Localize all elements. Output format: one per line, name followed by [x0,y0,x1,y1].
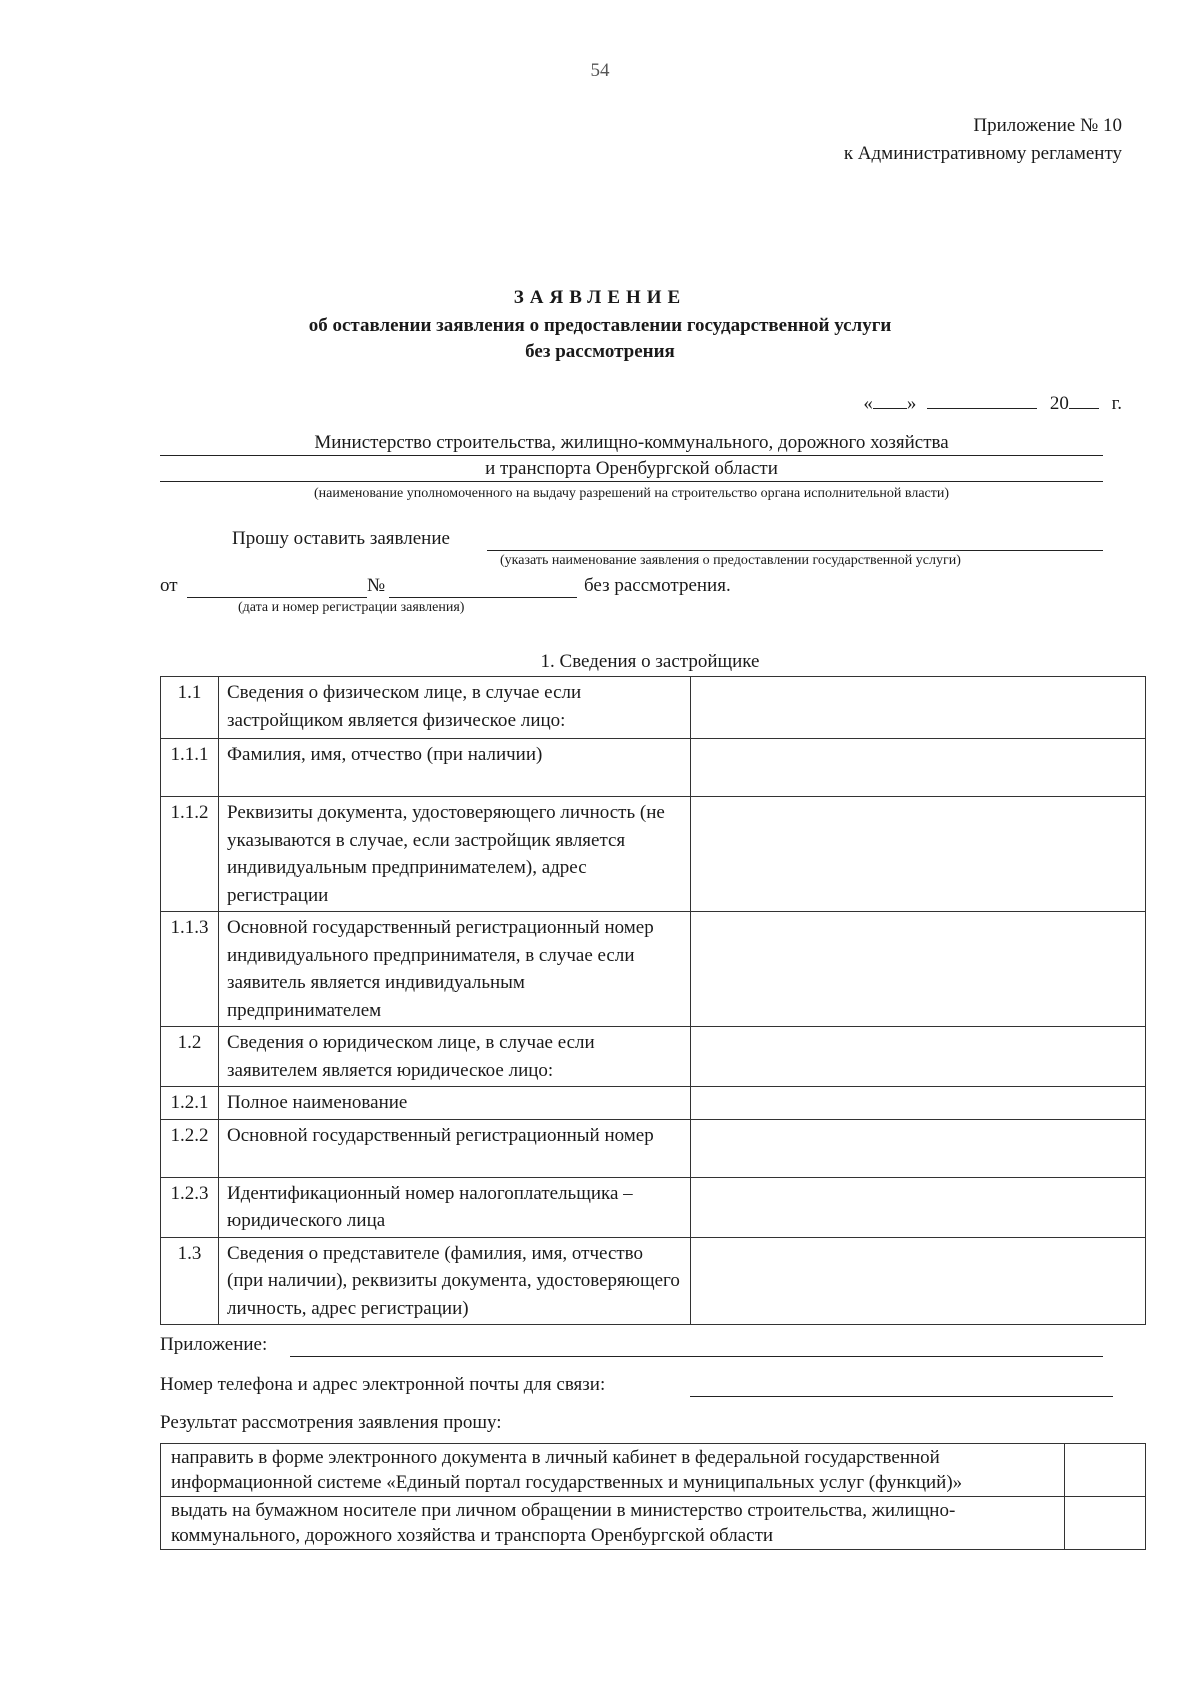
page-number: 54 [590,60,610,81]
registration-caption: (дата и номер регистрации заявления) [238,600,465,615]
request-caption: (указать наименование заявления о предоставлении государственной услуги) [500,553,961,568]
date-close-quote: » [906,393,917,414]
row-number: 1.2 [161,1027,219,1087]
result-label: Результат рассмотрения заявления прошу: [160,1412,502,1433]
result-option-row [161,1497,1146,1550]
row-value-field[interactable] [691,1237,1146,1325]
row-description: Идентификационный номер налогоплательщика – юридического лица [219,1177,691,1237]
attachment-label: Приложение: [160,1334,268,1355]
row-description: Сведения о юридическом лице, в случае если заявителем является юридическое лицо: [219,1027,691,1087]
row-description: Основной государственный регистрационный номер [219,1119,691,1177]
document-title: ЗАЯВЛЕНИЕ [513,287,687,308]
registration-date-field[interactable] [187,575,367,598]
row-value-field[interactable] [691,1027,1146,1087]
number-sign: № [367,575,386,596]
attachment-field[interactable] [290,1334,1103,1357]
ministry-name-line-2: и транспорта Оренбургской области [160,456,1103,482]
section-1-heading: 1. Сведения о застройщике [540,651,760,672]
year-prefix: 20 [1049,393,1069,414]
table-row [161,1027,1146,1087]
row-description: Сведения о представителе (фамилия, имя, отчество (при наличии), реквизиты документа, удостоверяющего личность, адрес регистрации) [219,1237,691,1325]
from-label: от [160,575,178,596]
date-line [863,390,1122,415]
row-number: 1.1.2 [161,797,219,912]
row-description: Фамилия, имя, отчество (при наличии) [219,739,691,797]
appendix-line-2: к Административному регламенту [843,143,1122,164]
contact-label: Номер телефона и адрес электронной почты для связи: [160,1374,606,1395]
result-option-checkbox[interactable] [1065,1497,1146,1550]
table-row [161,1119,1146,1177]
row-value-field[interactable] [691,677,1146,739]
result-option-text: выдать на бумажном носителе при личном обращении в министерство строительства, жилищно-коммунального, дорожного хозяйства и транспорта Оренбургской области [161,1497,1065,1550]
table-row [161,1237,1146,1325]
row-number: 1.1.1 [161,739,219,797]
subtitle-line-2: без рассмотрения [525,341,675,362]
month-field[interactable] [927,390,1037,409]
table-row [161,912,1146,1027]
result-options-table [160,1443,1146,1550]
registration-number-field[interactable] [389,575,577,598]
result-option-row [161,1444,1146,1497]
contact-field[interactable] [690,1374,1113,1397]
row-value-field[interactable] [691,797,1146,912]
document-subtitle [0,313,1200,365]
table-row [161,739,1146,797]
row-value-field[interactable] [691,739,1146,797]
table-row [161,797,1146,912]
row-number: 1.2.3 [161,1177,219,1237]
row-description: Основной государственный регистрационный номер индивидуального предпринимателя, в случае если заявитель является индивидуальным предпринимателем [219,912,691,1027]
appendix-reference [844,112,1122,168]
row-description: Сведения о физическом лице, в случае если застройщиком является физическое лицо: [219,677,691,739]
request-label: Прошу оставить заявление [232,528,450,549]
date-open-quote: « [863,393,873,414]
developer-info-table [160,676,1146,1325]
row-number: 1.2.2 [161,1119,219,1177]
row-number: 1.2.1 [161,1087,219,1120]
table-row [161,677,1146,739]
application-name-field[interactable] [487,528,1103,551]
table-row [161,1087,1146,1120]
row-description: Реквизиты документа, удостоверяющего личность (не указываются в случае, если застройщик является индивидуальным предпринимателем), адрес регистрации [219,797,691,912]
row-value-field[interactable] [691,912,1146,1027]
ministry-name-line-1: Министерство строительства, жилищно-коммунального, дорожного хозяйства [160,430,1103,456]
without-review-text: без рассмотрения. [584,575,731,596]
result-option-checkbox[interactable] [1065,1444,1146,1497]
row-description: Полное наименование [219,1087,691,1120]
row-number: 1.1 [161,677,219,739]
row-value-field[interactable] [691,1119,1146,1177]
result-option-text: направить в форме электронного документа в личный кабинет в федеральной государственной информационной системе «Единый портал государственных и муниципальных услуг (функций)» [161,1444,1065,1497]
row-number: 1.1.3 [161,912,219,1027]
row-value-field[interactable] [691,1087,1146,1120]
subtitle-line-1: об оставлении заявления о предоставлении государственной услуги [308,315,892,336]
row-value-field[interactable] [691,1177,1146,1237]
year-suffix: г. [1111,393,1122,414]
ministry-caption: (наименование уполномоченного на выдачу разрешений на строительство органа исполнительной власти) [313,486,950,501]
appendix-line-1: Приложение № 10 [973,115,1122,136]
day-field[interactable] [873,390,907,409]
year-field[interactable] [1069,390,1099,409]
table-row [161,1177,1146,1237]
row-number: 1.3 [161,1237,219,1325]
